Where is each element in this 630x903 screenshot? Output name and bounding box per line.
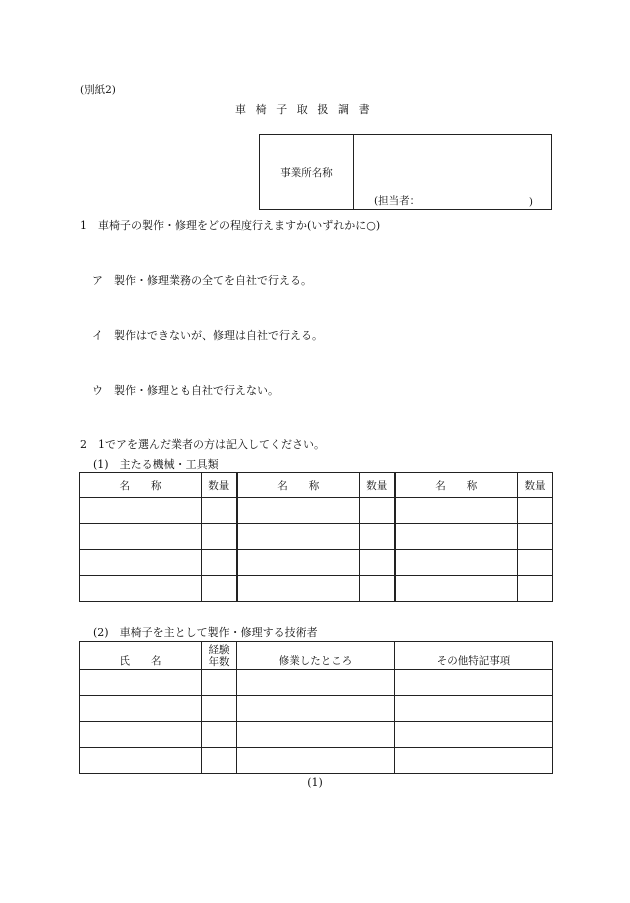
special-notes-cell[interactable] xyxy=(395,696,553,722)
special-notes-cell[interactable] xyxy=(395,748,553,774)
training-place-cell[interactable] xyxy=(237,670,395,696)
experience-header-line2: 年数 xyxy=(208,655,230,668)
office-name-field[interactable] xyxy=(354,135,552,210)
special-notes-cell[interactable] xyxy=(395,670,553,696)
machine-qty-cell[interactable] xyxy=(518,576,553,602)
training-place-header: 修業したところ xyxy=(237,642,395,670)
technician-name-cell[interactable] xyxy=(80,748,202,774)
table-row xyxy=(80,550,553,576)
experience-years-cell[interactable] xyxy=(202,722,237,748)
machines-section-title: (1) 主たる機械・工具類 xyxy=(93,458,219,471)
technician-name-cell[interactable] xyxy=(80,670,202,696)
option-a[interactable]: ア 製作・修理業務の全てを自社で行える。 xyxy=(92,274,312,287)
machine-name-header: 名 称 xyxy=(395,473,518,498)
technicians-table xyxy=(79,641,553,774)
table-row xyxy=(80,670,553,696)
machine-name-cell[interactable] xyxy=(395,576,518,602)
table-row xyxy=(80,524,553,550)
attachment-label: (別紙2) xyxy=(80,84,116,96)
machine-name-cell[interactable] xyxy=(80,498,202,524)
machine-qty-header: 数量 xyxy=(360,473,395,498)
machine-name-cell[interactable] xyxy=(80,576,202,602)
office-name-label: 事業所名称 xyxy=(260,135,354,210)
technicians-section-title: (2) 車椅子を主として製作・修理する技術者 xyxy=(93,626,318,639)
table-row xyxy=(80,748,553,774)
machine-qty-header: 数量 xyxy=(202,473,237,498)
machine-qty-cell[interactable] xyxy=(360,524,395,550)
machine-name-cell[interactable] xyxy=(395,498,518,524)
machine-qty-cell[interactable] xyxy=(518,524,553,550)
page-number: (1) xyxy=(307,776,323,789)
contact-person-label: (担当者： xyxy=(374,195,421,207)
technician-name-cell[interactable] xyxy=(80,722,202,748)
machine-name-cell[interactable] xyxy=(80,524,202,550)
machine-qty-cell[interactable] xyxy=(518,550,553,576)
machine-qty-cell[interactable] xyxy=(360,576,395,602)
training-place-cell[interactable] xyxy=(237,696,395,722)
option-u[interactable]: ウ 製作・修理とも自社で行えない。 xyxy=(92,384,279,397)
machine-qty-cell[interactable] xyxy=(360,550,395,576)
machine-name-cell[interactable] xyxy=(237,550,360,576)
machine-name-header: 名 称 xyxy=(237,473,360,498)
machine-qty-cell[interactable] xyxy=(202,550,237,576)
experience-years-cell[interactable] xyxy=(202,696,237,722)
machine-name-cell[interactable] xyxy=(395,550,518,576)
machine-name-cell[interactable] xyxy=(237,576,360,602)
training-place-cell[interactable] xyxy=(237,748,395,774)
special-notes-header: その他特記事項 xyxy=(395,642,553,670)
machine-qty-cell[interactable] xyxy=(360,498,395,524)
experience-years-cell[interactable] xyxy=(202,670,237,696)
technician-name-cell[interactable] xyxy=(80,696,202,722)
table-row xyxy=(80,722,553,748)
experience-header-line1: 経験 xyxy=(208,643,230,656)
special-notes-cell[interactable] xyxy=(395,722,553,748)
experience-years-cell[interactable] xyxy=(202,748,237,774)
machine-qty-cell[interactable] xyxy=(518,498,553,524)
question-2: 2 1でアを選んだ業者の方は記入してください。 xyxy=(80,438,325,451)
experience-years-header xyxy=(202,642,237,670)
contact-person-close: ) xyxy=(528,196,533,208)
document-title: 車椅子取扱調書 xyxy=(235,103,380,116)
machine-name-cell[interactable] xyxy=(237,498,360,524)
machine-qty-header: 数量 xyxy=(518,473,553,498)
machine-name-cell[interactable] xyxy=(237,524,360,550)
training-place-cell[interactable] xyxy=(237,722,395,748)
table-row xyxy=(80,498,553,524)
question-1: 1 車椅子の製作・修理をどの程度行えますか(いずれかに○) xyxy=(80,219,381,232)
technician-name-header: 氏 名 xyxy=(80,642,202,670)
table-row xyxy=(80,696,553,722)
table-row xyxy=(80,576,553,602)
machine-name-header: 名 称 xyxy=(80,473,202,498)
machines-table xyxy=(79,472,553,602)
machine-qty-cell[interactable] xyxy=(202,524,237,550)
machine-name-cell[interactable] xyxy=(395,524,518,550)
machine-qty-cell[interactable] xyxy=(202,498,237,524)
machine-name-cell[interactable] xyxy=(80,550,202,576)
option-i[interactable]: イ 製作はできないが、修理は自社で行える。 xyxy=(92,329,323,342)
office-name-box xyxy=(259,134,552,210)
machine-qty-cell[interactable] xyxy=(202,576,237,602)
